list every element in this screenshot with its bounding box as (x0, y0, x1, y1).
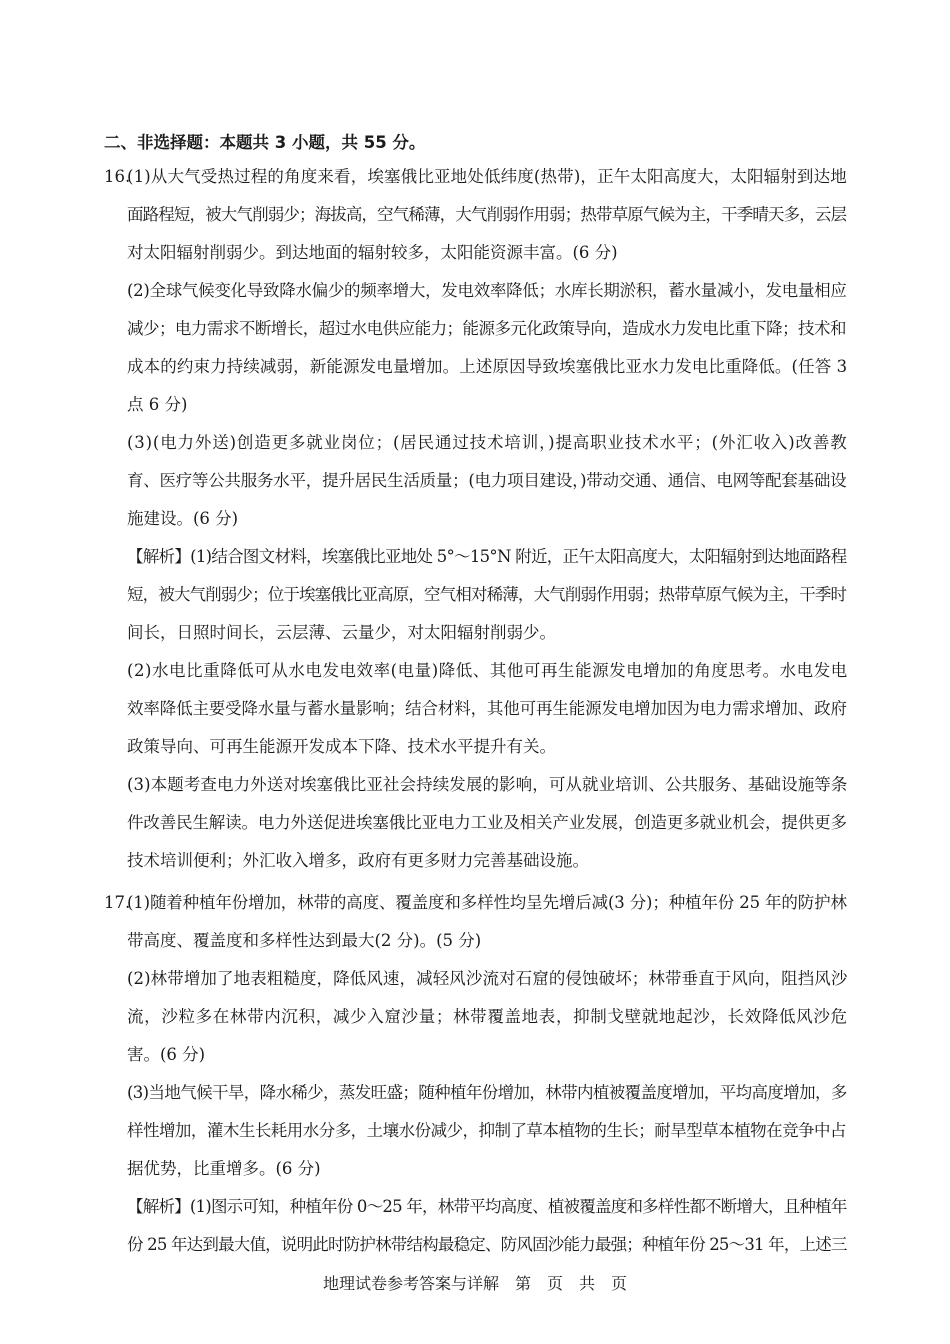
q16-line: (2)水电比重降低可从水电发电效率(电量)降低、其他可再生能源发电增加的角度思考。水电发电 (127, 661, 848, 680)
q16-line: 政策导向、可再生能源开发成本下降、技术水平提升有关。 (127, 737, 556, 756)
q16-line: (3)(电力外送)创造更多就业岗位；(居民通过技术培训，)提高职业技术水平；(外汇收入)改善教 (127, 433, 848, 452)
q16-line: 面路程短，被大气削弱少；海拔高，空气稀薄，大气削弱作用弱；热带草原气候为主，干季晴天多，云层 (127, 205, 847, 224)
q17-line: 份 25 年达到最大值，说明此时防护林带结构最稳定、防风固沙能力最强；种植年份 25～31 年，上述三 (127, 1235, 847, 1254)
question-17-number: 17. (104, 893, 131, 912)
q16-line: 施建设。(6 分) (127, 509, 239, 528)
q17-line: 流，沙粒多在林带内沉积，减少入窟沙量；林带覆盖地表，抑制戈壁就地起沙，长效降低风沙危 (127, 1007, 848, 1026)
q17-line: 害。(6 分) (127, 1045, 206, 1064)
q16-line: 减少；电力需求不断增长，超过水电供应能力；能源多元化政策导向，造成水力发电比重下降；技术和 (127, 319, 846, 338)
q17-line: 据优势，比重增多。(6 分) (127, 1159, 321, 1178)
q17-line: 【解析】(1)图示可知，种植年份 0～25 年，林带平均高度、植被覆盖度和多样性都不断增大，且种植年 (127, 1197, 847, 1216)
q16-line: 间长，日照时间长，云层薄、云量少，对太阳辐射削弱少。 (127, 623, 556, 642)
question-16-number: 16. (104, 167, 131, 186)
q17-line: 样性增加，灌木生长耗用水分多，土壤水份减少，抑制了草本植物的生长；耐旱型草本植物在竞争中占 (127, 1121, 846, 1140)
q16-line: 技术培训便利；外汇收入增多，政府有更多财力完善基础设施。 (127, 851, 589, 870)
q16-line: (1)从大气受热过程的角度来看，埃塞俄比亚地处低纬度(热带)，正午太阳高度大，太阳辐射到达地 (127, 167, 847, 186)
q17-line: 带高度、覆盖度和多样性达到最大(2 分)。(5 分) (127, 931, 482, 950)
q16-line: 点 6 分) (127, 395, 188, 414)
q16-line: 效率降低主要受降水量与蓄水量影响；结合材料，其他可再生能源发电增加因为电力需求增加、政府 (127, 699, 847, 718)
q16-line: (2)全球气候变化导致降水偏少的频率增大，发电效率降低；水库长期淤积，蓄水量减小，发电量相应 (127, 281, 847, 300)
q16-line: 【解析】(1)结合图文材料，埃塞俄比亚地处 5°～15°N 附近，正午太阳高度大，太阳辐射到达地面路程 (127, 547, 847, 566)
section-heading: 二、非选择题：本题共 3 小题，共 55 分。 (104, 133, 426, 152)
q16-line: (3)本题考查电力外送对埃塞俄比亚社会持续发展的影响，可从就业培训、公共服务、基础设施等条 (127, 775, 848, 794)
q16-line: 成本的约束力持续减弱，新能源发电量增加。上述原因导致埃塞俄比亚水力发电比重降低。(任答 3 (127, 357, 848, 376)
q16-line: 育、医疗等公共服务水平，提升居民生活质量；(电力项目建设，)带动交通、通信、电网等配套基础设 (127, 471, 847, 490)
q16-line: 短，被大气削弱少；位于埃塞俄比亚高原，空气相对稀薄，大气削弱作用弱；热带草原气候为主，干季时 (127, 585, 847, 604)
q16-line: 件改善民生解读。电力外送促进埃塞俄比亚电力工业及相关产业发展，创造更多就业机会，提供更多 (127, 813, 847, 832)
q17-line: (2)林带增加了地表粗糙度，降低风速，减轻风沙流对石窟的侵蚀破坏；林带垂直于风向，阻挡风沙 (127, 969, 848, 988)
q17-line: (1)随着种植年份增加，林带的高度、覆盖度和多样性均呈先增后减(3 分)；种植年份 25 年的防护林 (127, 893, 847, 912)
q16-line: 对太阳辐射削弱少。到达地面的辐射较多，太阳能资源丰富。(6 分) (127, 243, 618, 262)
page-footer: 地理试卷参考答案与详解 第 页 共 页 (322, 1274, 627, 1293)
q17-line: (3)当地气候干旱，降水稀少，蒸发旺盛；随种植年份增加，林带内植被覆盖度增加，平均高度增加，多 (127, 1083, 847, 1102)
